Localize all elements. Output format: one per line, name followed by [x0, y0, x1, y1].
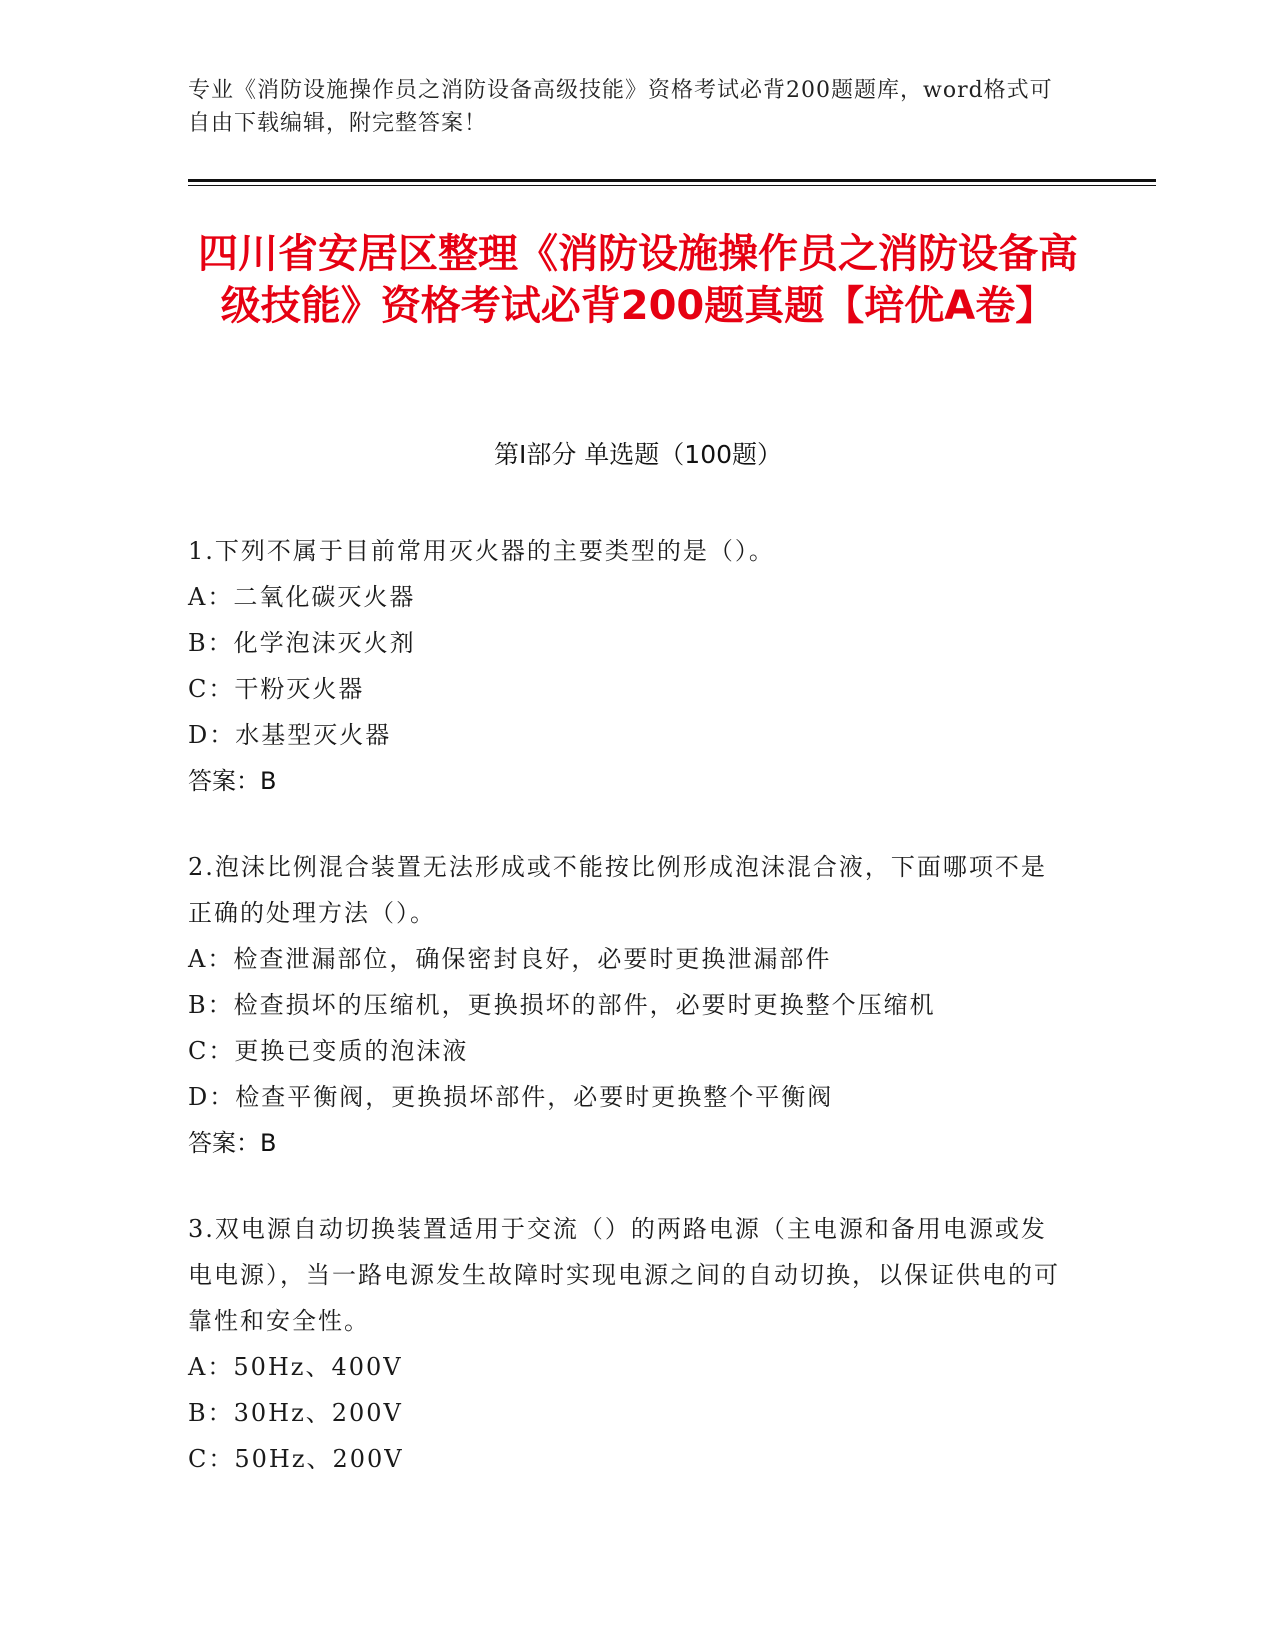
header-rule-thick	[188, 179, 1156, 182]
header-rule-thin	[188, 185, 1156, 186]
header-note: 专业《消防设施操作员之消防设备高级技能》资格考试必背200题题库，word格式可自由下载编辑，附完整答案！	[188, 78, 1053, 136]
question-2	[188, 844, 1068, 1166]
question-answer: 答案：B	[188, 767, 277, 795]
option-c: C：干粉灭火器	[188, 675, 365, 703]
option-b: B：检查损坏的压缩机，更换损坏的部件，必要时更换整个压缩机	[188, 991, 936, 1019]
option-a: A：检查泄漏部位，确保密封良好，必要时更换泄漏部件	[188, 945, 832, 973]
option-d: D：水基型灭火器	[188, 721, 392, 749]
option-c: C：更换已变质的泡沫液	[188, 1037, 469, 1065]
question-answer: 答案：B	[188, 1129, 277, 1157]
document-title: 四川省安居区整理《消防设施操作员之消防设备高级技能》资格考试必背200题真题【培优A卷】	[198, 231, 1078, 329]
question-stem: 3.双电源自动切换装置适用于交流（）的两路电源（主电源和备用电源或发电电源），当一路电源发生故障时实现电源之间的自动切换，以保证供电的可靠性和安全性。	[188, 1215, 1060, 1335]
option-b: B：30Hz、200V	[188, 1399, 403, 1427]
question-stem: 1.下列不属于目前常用灭火器的主要类型的是（）。	[188, 537, 775, 565]
option-a: A：50Hz、400V	[188, 1353, 403, 1381]
option-c: C：50Hz、200V	[188, 1445, 404, 1473]
question-list	[188, 528, 1068, 1522]
option-a: A：二氧化碳灭火器	[188, 583, 416, 611]
question-1	[188, 528, 1068, 804]
question-3	[188, 1206, 1068, 1482]
option-d: D：检查平衡阀，更换损坏部件，必要时更换整个平衡阀	[188, 1083, 834, 1111]
section-title: 第Ⅰ部分 单选题（100题）	[493, 440, 783, 469]
question-stem: 2.泡沫比例混合装置无法形成或不能按比例形成泡沫混合液，下面哪项不是正确的处理方法（）。	[188, 853, 1047, 927]
option-b: B：化学泡沫灭火剂	[188, 629, 416, 657]
